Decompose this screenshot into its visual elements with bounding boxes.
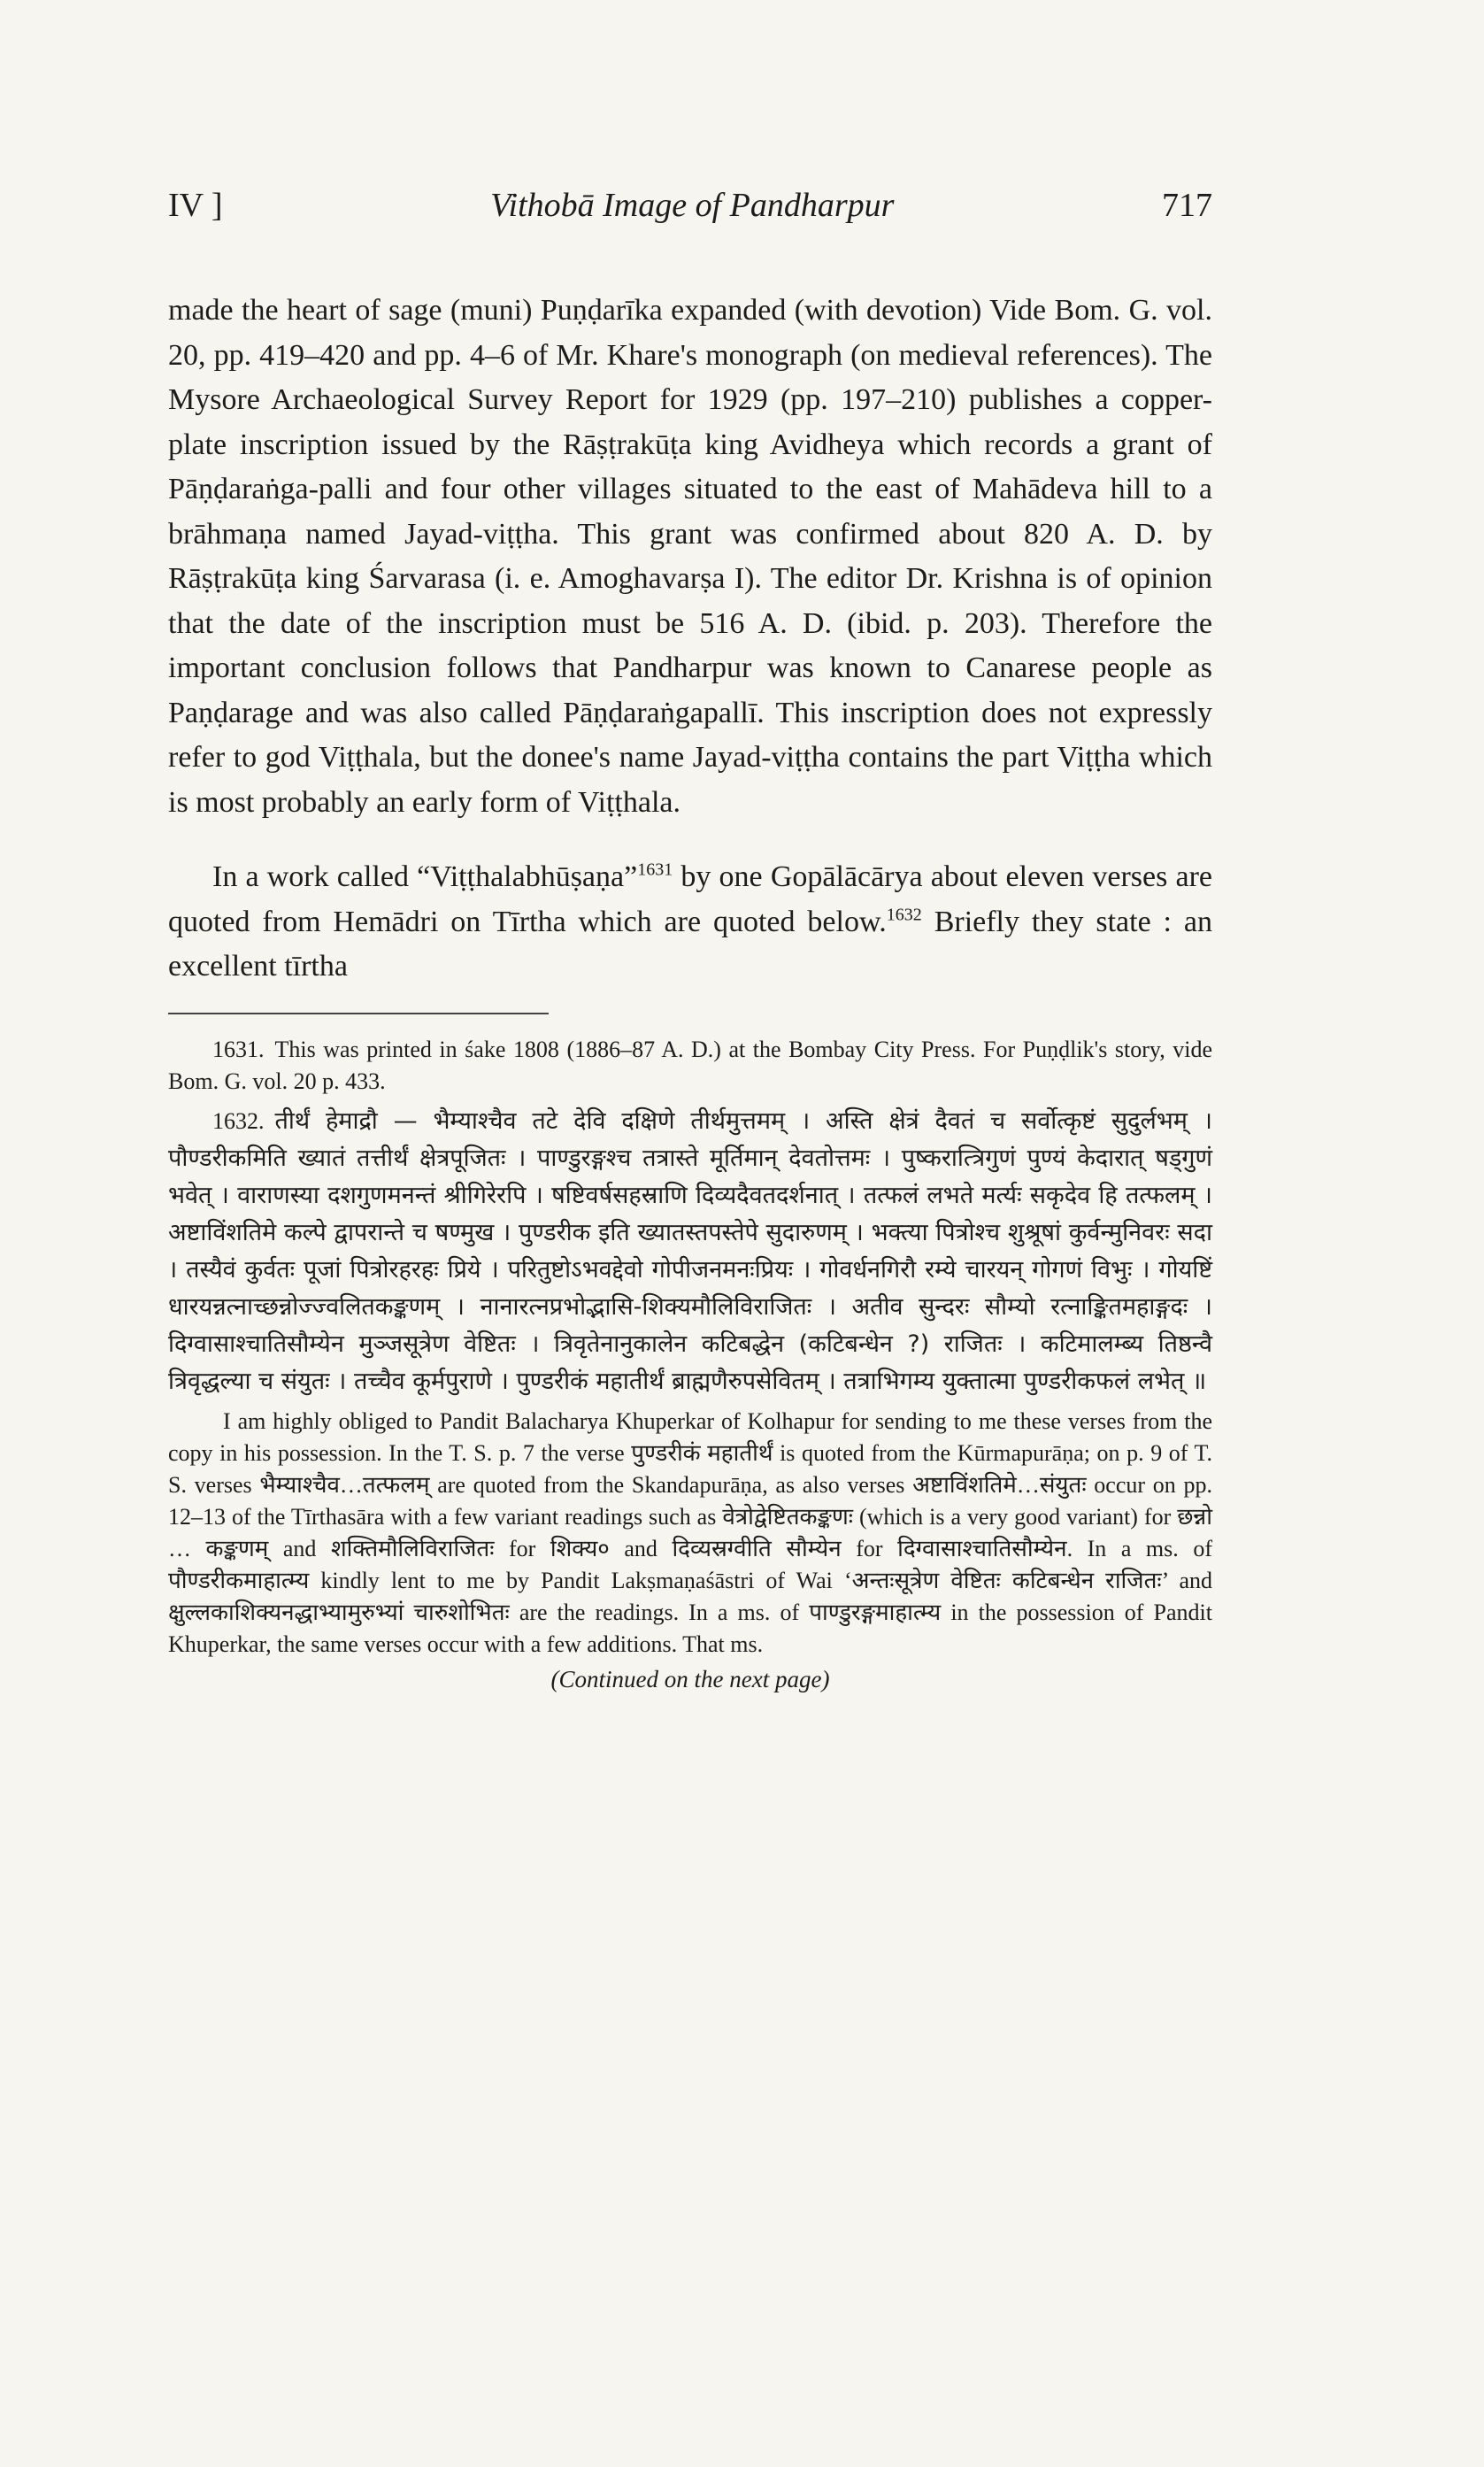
page — [168, 186, 1212, 1693]
footnote-1631 — [168, 1034, 1212, 1098]
footnote-divider — [168, 1013, 549, 1014]
footnote-ref-1632[interactable]: 1632 — [886, 905, 922, 925]
footnote-acknowledgement — [168, 1406, 1212, 1661]
footnote-1632 — [168, 1103, 1212, 1400]
paragraph-2-part-c: Briefly they state : an excellent tīrtha — [168, 905, 1213, 983]
footnote-1632-sanskrit: तीर्थं हेमाद्रौ — भैम्याश्चैव तटे देवि दक्षिणे तीर्थमुत्तमम् । अस्ति क्षेत्रं दैवतं च सर्वोत्कृष्टं सुदुर्लभम् । पौण्डरीकमिति ख्यातं तत्तीर्थं क्षेत्रपूजितः । पाण्डुरङ्गश्च तत्रास्ते मूर्तिमान् देवतोत्तमः । पुष्करात्त्रिगुणं पुण्यं केदारात् षड्गुणं भवेत् । वाराणस्या दशगुणमनन्तं श्रीगिरेरपि । षष्टिवर्षसहस्राणि दिव्यदैवतदर्शनात् । तत्फलं लभते मर्त्यः सकृदेव हि तत्फलम् । अष्टाविंशतिमे कल्पे द्वापरान्ते च षण्मुख । पुण्डरीक इति ख्यातस्तपस्तेपे सुदारुणम् । भक्त्या पित्रोश्च शुश्रूषां कुर्वन्मुनिवरः सदा । तस्यैवं कुर्वतः पूजां पित्रोरहरहः प्रिये । परितुष्टोऽभवद्देवो गोपीजनमनःप्रियः । गोवर्धनगिरौ रम्ये चारयन् गोगणं विभुः । गोयष्टिं धारयन्नत्नाच्छन्नोज्ज्वलितकङ्कणम् । नानारत्नप्रभोद्भासि-शिक्यमौलिविराजितः । अतीव सुन्दरः सौम्यो रत्नाङ्कितमहाङ्गदः । दिग्वासाश्चातिसौम्येन मुञ्जसूत्रेण वेष्टितः । त्रिवृतेनानुकालेन कटिबद्धेन (कटिबन्धेन ?) राजितः । कटिमालम्ब्य तिष्ठन्वै त्रिवृद्धल्या च संयुतः । तच्चैव कूर्मपुराणे । पुण्डरीकं महातीर्थं ब्राह्मणैरुपसेवितम् । तत्राभिगम्य युक्तात्मा पुण्डरीकफलं लभेत् ॥ — [168, 1106, 1212, 1395]
page-number: 717 — [1162, 187, 1212, 224]
footnote-1632-number: 1632. — [212, 1107, 265, 1134]
footnote-1631-number: 1631. — [212, 1036, 265, 1062]
footnote-1631-text: This was printed in śake 1808 (1886–87 A. D.) at the Bombay City Press. For Puṇḍlik's story, vide Bom. G. vol. 20 p. 433. — [168, 1036, 1212, 1094]
paragraph-2-part-b: by one Gopālācārya about eleven verses are quoted from Hemādri on Tīrtha which are quoted below. — [168, 860, 1213, 938]
running-title: Vithobā Image of Pandharpur — [490, 187, 895, 224]
paragraph-1: made the heart of sage (muni) Puṇḍarīka expanded (with devotion) Vide Bom. G. vol. 20, pp. 419–420 and pp. 4–6 of Mr. Khare's monograph (on medieval references). The Mysore Archaeological Survey Report for 1929 (pp. 197–210) publishes a copper-plate inscription issued by the Rāṣṭrakūṭa king Avidheya which records a grant of Pāṇḍaraṅga-palli and four other villages situated to the east of Mahādeva hill to a brāhmaṇa named Jayad-viṭṭha. This grant was confirmed about 820 A. D. by Rāṣṭrakūṭa king Śarvarasa (i. e. Amoghavarṣa I). The editor Dr. Krishna is of opinion that the date of the inscription must be 516 A. D. (ibid. p. 203). Therefore the important conclusion follows that Pandharpur was known to Canarese people as Paṇḍarage and was also called Pāṇḍaraṅgapallī. This inscription does not expressly refer to god Viṭṭhala, but the donee's name Jayad-viṭṭha contains the part Viṭṭha which is most probably an early form of Viṭṭhala. — [168, 294, 1212, 819]
running-header — [168, 186, 1212, 225]
footnote-ref-1631[interactable]: 1631 — [637, 860, 673, 880]
section-number: IV ] — [168, 187, 223, 224]
paragraph-2 — [168, 855, 1212, 990]
footnote-ack-text: I am highly obliged to Pandit Balacharya Khuperkar of Kolhapur for sending to me these verses from the copy in his possession. In the T. S. p. 7 the verse पुण्डरीकं महातीर्थं is quoted from the Kūrmapurāṇa; on p. 9 of T. S. verses भैम्याश्चैव…तत्फलम् are quoted from the Skandapurāṇa, as also verses अष्टाविंशतिमे…संयुतः occur on pp. 12–13 of the Tīrthasāra with a few variant readings such as वेत्रोद्वेष्टितकङ्कणः (which is a very good variant) for छन्नो … कङ्कणम् and शक्तिमौलिविराजितः for शिक्य० and दिव्यस्रग्वीति सौम्येन for दिग्वासाश्चातिसौम्येन. In a ms. of पौण्डरीकमाहात्म्य kindly lent to me by Pandit Lakṣmaṇaśāstri of Wai ‘अन्तःसूत्रेण वेष्टितः कटिबन्धेन राजितः’ and क्षुल्लकाशिक्यनद्धाभ्यामुरुभ्यां चारुशोभितः are the readings. In a ms. of पाण्डुरङ्गमाहात्म्य in the possession of Pandit Khuperkar, the same verses occur with a few additions. That ms. — [168, 1407, 1212, 1657]
continued-note: (Continued on the next page) — [550, 1665, 830, 1692]
paragraph-2-part-a: In a work called “Viṭṭhalabhūṣaṇa” — [212, 860, 638, 893]
